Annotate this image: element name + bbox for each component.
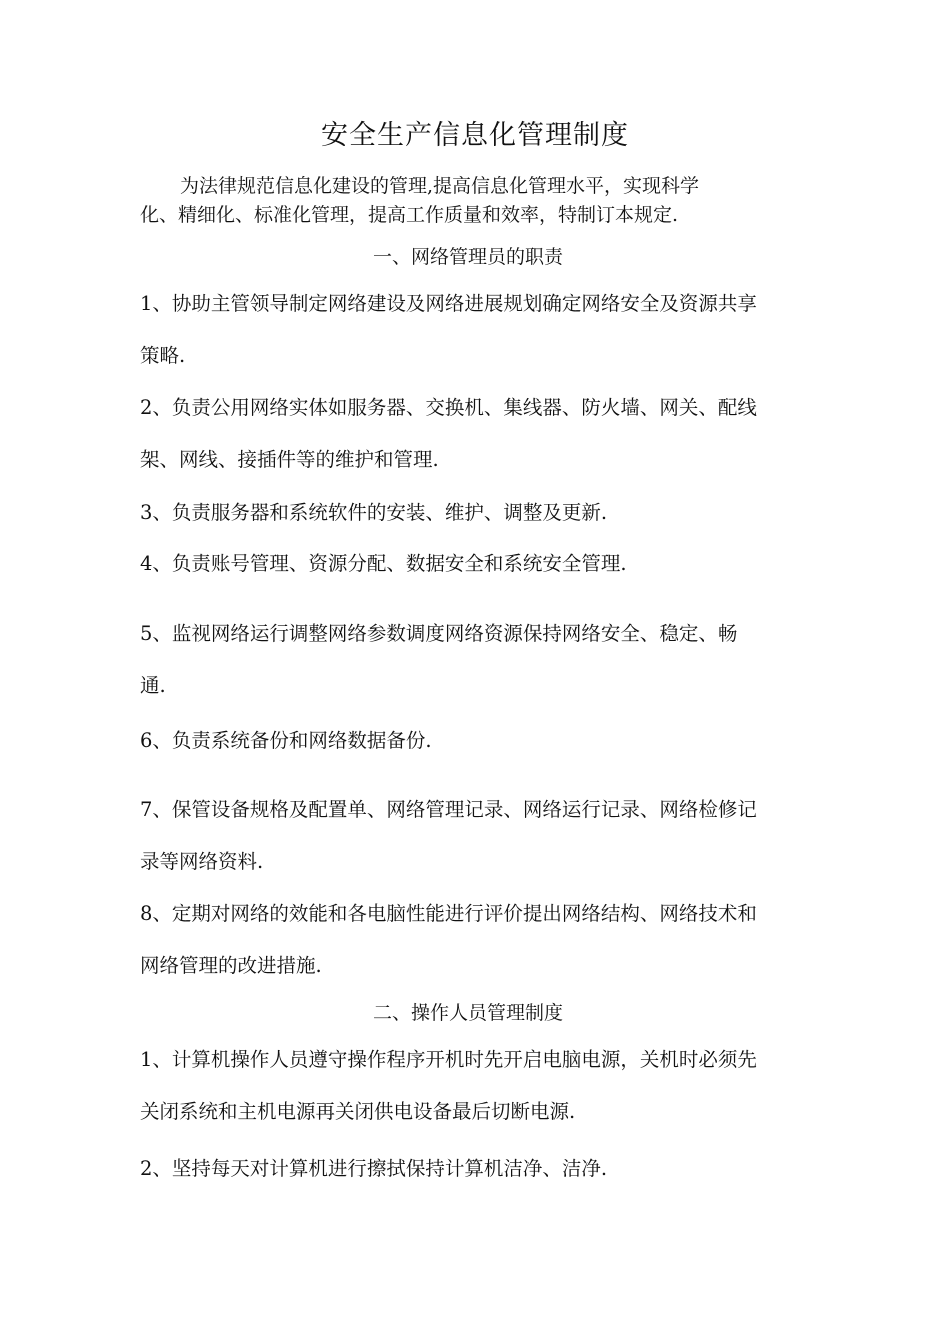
item-line: 6、负责系统备份和网络数据备份. — [140, 729, 432, 752]
item-line: 通. — [140, 674, 166, 697]
intro-line-2: 化、精细化、标准化管理，提高工作质量和效率，特制订本规定. — [140, 204, 679, 226]
section-1-item-2 — [140, 382, 816, 486]
item-line: 策略. — [140, 344, 186, 367]
item-line: 关闭系统和主机电源再关闭供电设备最后切断电源. — [140, 1100, 576, 1123]
item-line: 8、定期对网络的效能和各电脑性能进行评价提出网络结构、网络技术和 — [140, 902, 757, 925]
item-line: 1、计算机操作人员遵守操作程序开机时先开启电脑电源，关机时必须先 — [140, 1048, 757, 1071]
intro-line-1: 为法律规范信息化建设的管理,提高信息化管理水平，实现科学 — [180, 175, 700, 197]
item-line: 5、监视网络运行调整网络参数调度网络资源保持网络安全、稳定、畅 — [140, 622, 738, 645]
item-line: 4、负责账号管理、资源分配、数据安全和系统安全管理. — [140, 552, 627, 575]
section-1-item-7 — [140, 784, 816, 888]
section-1-heading: 一、网络管理员的职责 — [372, 246, 563, 268]
section-1-item-3 — [140, 487, 816, 539]
section-2-heading: 二、操作人员管理制度 — [372, 1002, 563, 1024]
intro-paragraph — [140, 172, 800, 230]
item-line: 2、坚持每天对计算机进行擦拭保持计算机洁净、洁净. — [140, 1157, 608, 1180]
item-line: 2、负责公用网络实体如服务器、交换机、集线器、防火墙、网关、配线 — [140, 396, 757, 419]
section-1-item-8 — [140, 888, 816, 992]
section-2-item-2 — [140, 1143, 816, 1195]
section-1-item-6 — [140, 715, 816, 767]
item-line: 架、网线、接插件等的维护和管理. — [140, 448, 439, 471]
document-title: 安全生产信息化管理制度 — [321, 120, 629, 151]
item-line: 7、保管设备规格及配置单、网络管理记录、网络运行记录、网络检修记 — [140, 798, 757, 821]
item-line: 1、协助主管领导制定网络建设及网络进展规划确定网络安全及资源共享 — [140, 292, 757, 315]
section-2-item-1 — [140, 1034, 816, 1138]
section-1-item-5 — [140, 608, 816, 712]
item-line: 录等网络资料. — [140, 850, 264, 873]
item-line: 网络管理的改进措施. — [140, 954, 322, 977]
section-1-item-1 — [140, 278, 816, 382]
section-1-item-4 — [140, 538, 816, 590]
item-line: 3、负责服务器和系统软件的安装、维护、调整及更新. — [140, 501, 608, 524]
